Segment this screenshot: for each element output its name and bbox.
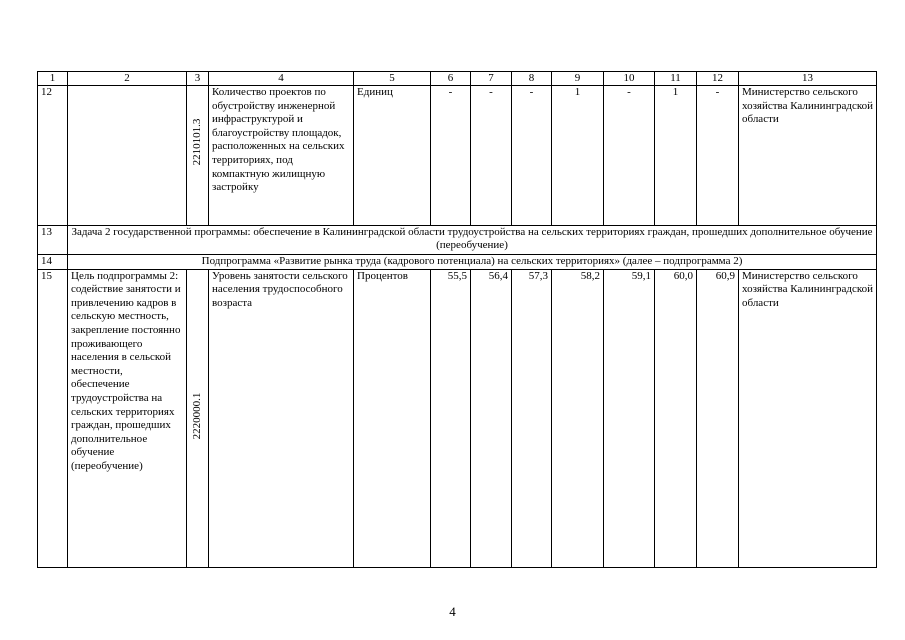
row-number: 12: [38, 86, 68, 226]
value-cell: -: [431, 86, 471, 226]
unit-cell: Единиц: [354, 86, 431, 226]
header-cell: 6: [431, 72, 471, 86]
header-cell: 4: [209, 72, 354, 86]
header-cell: 1: [38, 72, 68, 86]
header-cell: 12: [697, 72, 739, 86]
goal-cell: Цель подпрограммы 2: содействие занятости и привлечению кадров в сельскую местность, закрепление постоянно проживающего населения в сельской местности, обеспечение трудоустройства на сельских территориях граждан, прошедших дополнительное обучение (переобучение): [68, 269, 187, 567]
value-cell: -: [512, 86, 552, 226]
code-cell: [187, 269, 209, 567]
header-cell: 3: [187, 72, 209, 86]
row-number: 14: [38, 255, 68, 270]
table-row: [38, 86, 877, 226]
table-row: [38, 255, 877, 270]
goal-cell: [68, 86, 187, 226]
header-cell: 2: [68, 72, 187, 86]
value-cell: 59,1: [604, 269, 655, 567]
row-number: 13: [38, 226, 68, 255]
header-cell: 10: [604, 72, 655, 86]
table-row: [38, 226, 877, 255]
table-row: [38, 269, 877, 567]
header-cell: 9: [552, 72, 604, 86]
indicator-code: 2220000.1: [190, 392, 203, 439]
subprogram-heading: Подпрограмма «Развитие рынка труда (кадрового потенциала) на сельских территориях» (далее – подпрограмма 2): [68, 255, 877, 270]
header-cell: 5: [354, 72, 431, 86]
indicator-name: Уровень занятости сельского населения трудоспособного возраста: [209, 269, 354, 567]
page-number: 4: [449, 604, 456, 619]
value-cell: 56,4: [471, 269, 512, 567]
unit-cell: Процентов: [354, 269, 431, 567]
responsible-cell: Министерство сельского хозяйства Калининградской области: [739, 86, 877, 226]
header-cell: 7: [471, 72, 512, 86]
value-cell: -: [604, 86, 655, 226]
value-cell: 1: [655, 86, 697, 226]
header-cell: 11: [655, 72, 697, 86]
indicator-name: Количество проектов по обустройству инженерной инфраструктурой и благоустройству площадок, расположенных на сельских территориях, под компактную жилищную застройку: [209, 86, 354, 226]
value-cell: 60,9: [697, 269, 739, 567]
value-cell: 55,5: [431, 269, 471, 567]
header-cell: 13: [739, 72, 877, 86]
code-cell: [187, 86, 209, 226]
header-row: [38, 72, 877, 86]
task-heading: Задача 2 государственной программы: обеспечение в Калининградской области трудоустройства на сельских территориях граждан, прошедших дополнительное обучение (переобучение): [68, 226, 877, 255]
value-cell: 58,2: [552, 269, 604, 567]
value-cell: -: [471, 86, 512, 226]
value-cell: 60,0: [655, 269, 697, 567]
header-cell: 8: [512, 72, 552, 86]
indicator-code: 2210101.3: [190, 118, 203, 166]
value-cell: -: [697, 86, 739, 226]
responsible-cell: Министерство сельского хозяйства Калининградской области: [739, 269, 877, 567]
value-cell: 1: [552, 86, 604, 226]
row-number: 15: [38, 269, 68, 567]
value-cell: 57,3: [512, 269, 552, 567]
indicators-table: [37, 71, 877, 568]
